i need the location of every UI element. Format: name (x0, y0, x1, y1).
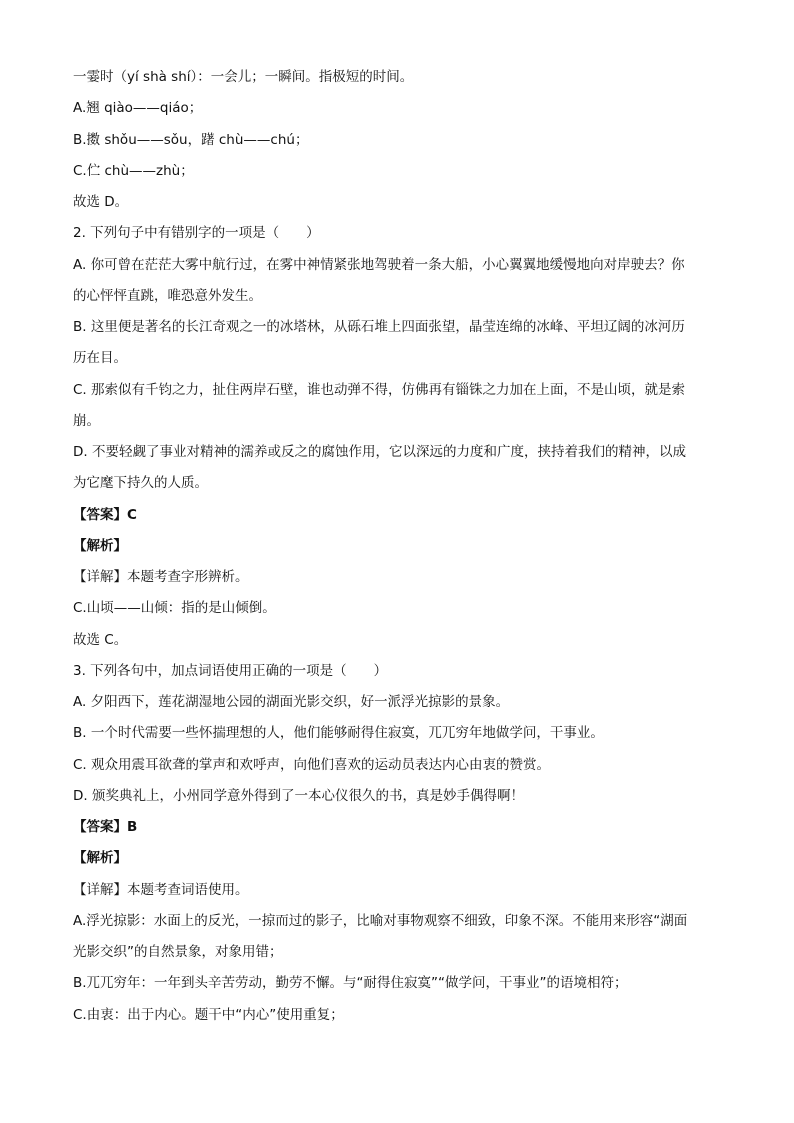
option-line: B. 一个时代需要一些怀揣理想的人，他们能够耐得住寂寞，兀兀穷年地做学问，干事业。 (73, 725, 604, 741)
option-line: C. 观众用震耳欲聋的掌声和欢呼声，向他们喜欢的运动员表达内心由衷的赞赏。 (73, 757, 551, 773)
option-line: B. 这里便是著名的长江奇观之一的冰塔林，从砾石堆上四面张望，晶莹连绵的冰峰、平坦辽阔的冰河历 (73, 319, 685, 335)
text-line: 一霎时（yí shà shí）：一会儿；一瞬间。指极短的时间。 (73, 69, 414, 85)
option-line: A. 你可曾在茫茫大雾中航行过，在雾中神情紧张地驾驶着一条大船，小心翼翼地缓慢地向对岸驶去？你 (73, 257, 685, 273)
question-stem: 3. 下列各句中，加点词语使用正确的一项是（ ） (73, 663, 388, 679)
detail-line: 【详解】本题考查字形辨析。 (73, 569, 249, 585)
detail-line: 【详解】本题考查词语使用。 (73, 882, 249, 898)
text-line: 故选 C。 (73, 632, 128, 648)
option-line: C. 那索似有千钧之力，扯住两岸石壁，谁也动弹不得，仿佛再有锱铢之力加在上面，不是山顷，就是索 (73, 382, 686, 398)
question-stem: 2. 下列句子中有错别字的一项是（ ） (73, 225, 320, 241)
answer-label: 【答案】B (73, 819, 138, 835)
text-line: C.山顷——山倾：指的是山倾倒。 (73, 600, 276, 616)
option-line: 的心怦怦直跳，唯恐意外发生。 (73, 288, 262, 304)
option-line: 为它麾下持久的人质。 (73, 475, 208, 491)
text-line: C.由衷：出于内心。题干中“内心”使用重复； (73, 1007, 344, 1023)
text-line: A.翘 qiào——qiáo； (73, 100, 203, 116)
text-line: C.伫 chù——zhù； (73, 163, 194, 179)
text-line: B.兀兀穷年：一年到头辛苦劳动，勤劳不懈。与“耐得住寂寞”“做学问，干事业”的语境相符； (73, 975, 628, 991)
option-line: D. 颁奖典礼上，小州同学意外得到了一本心仪很久的书，真是妙手偶得啊！ (73, 788, 524, 804)
option-line: 历在目。 (73, 350, 127, 366)
option-line: A. 夕阳西下，莲花湖湿地公园的湖面光影交织，好一派浮光掠影的景象。 (73, 694, 510, 710)
text-line: 故选 D。 (73, 194, 129, 210)
text-line: 光影交织”的自然景象，对象用错； (73, 944, 283, 960)
text-line: B.擞 shǒu——sǒu，躇 chù——chú； (73, 132, 309, 148)
analysis-label: 【解析】 (73, 538, 127, 554)
answer-label: 【答案】C (73, 507, 137, 523)
analysis-label: 【解析】 (73, 850, 127, 866)
option-line: D. 不要轻觑了事业对精神的濡养或反之的腐蚀作用，它以深远的力度和广度，挟持着我们的精神，以成 (73, 444, 686, 460)
option-line: 崩。 (73, 413, 100, 429)
text-line: A.浮光掠影：水面上的反光，一掠而过的影子，比喻对事物观察不细致，印象不深。不能用来形容“湖面 (73, 913, 688, 929)
